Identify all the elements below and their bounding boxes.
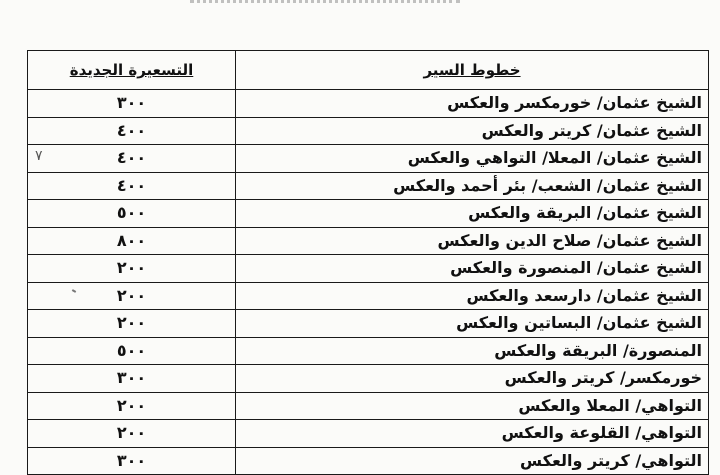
table-row (28, 90, 709, 118)
table-row (28, 337, 709, 365)
table-row (28, 227, 709, 255)
route-cell: الشيخ عثمان/ المنصورة والعكس (236, 255, 709, 283)
route-cell: الشيخ عثمان/ الشعب/ بئر أحمد والعكس (236, 172, 709, 200)
fare-table (27, 50, 709, 475)
table-row (28, 420, 709, 448)
route-cell: التواهي/ القلوعة والعكس (236, 420, 709, 448)
route-cell: المنصورة/ البريقة والعكس (236, 337, 709, 365)
price-cell: ٤٠٠ (28, 117, 236, 145)
header-route: خطوط السير (236, 51, 709, 90)
table-header-row (28, 51, 709, 90)
price-cell: ٥٠٠ (28, 200, 236, 228)
scan-edge-text-fragment (190, 0, 460, 9)
table-row (28, 392, 709, 420)
table-row (28, 447, 709, 475)
route-cell: الشيخ عثمان/ دارسعد والعكس (236, 282, 709, 310)
margin-mark: ٧ (35, 148, 43, 164)
table-row (28, 282, 709, 310)
header-price: التسعيرة الجديدة (28, 51, 236, 90)
table-row (28, 117, 709, 145)
table-row (28, 310, 709, 338)
price-cell: ٢٠٠ (28, 282, 236, 310)
price-cell: ٣٠٠ (28, 447, 236, 475)
route-cell: الشيخ عثمان/ كريتر والعكس (236, 117, 709, 145)
price-cell: ٢٠٠ (28, 310, 236, 338)
price-cell: ٢٠٠ (28, 255, 236, 283)
price-cell: ٤٠٠ (28, 145, 236, 173)
route-cell: الشيخ عثمان/ المعلا/ التواهي والعكس (236, 145, 709, 173)
table-body (28, 90, 709, 475)
price-cell: ٣٠٠ (28, 90, 236, 118)
table-row (28, 172, 709, 200)
price-cell: ٥٠٠ (28, 337, 236, 365)
route-cell: خورمكسر/ كريتر والعكس (236, 365, 709, 393)
table-row (28, 200, 709, 228)
table-row (28, 365, 709, 393)
route-cell: التواهي/ كريتر والعكس (236, 447, 709, 475)
route-cell: الشيخ عثمان/ البساتين والعكس (236, 310, 709, 338)
table-row (28, 255, 709, 283)
price-cell: ٤٠٠ (28, 172, 236, 200)
table-row (28, 145, 709, 173)
route-cell: الشيخ عثمان/ خورمكسر والعكس (236, 90, 709, 118)
price-cell: ٣٠٠ (28, 365, 236, 393)
route-cell: الشيخ عثمان/ صلاح الدين والعكس (236, 227, 709, 255)
price-cell: ٢٠٠ (28, 420, 236, 448)
price-cell: ٢٠٠ (28, 392, 236, 420)
route-cell: الشيخ عثمان/ البريقة والعكس (236, 200, 709, 228)
price-cell: ٨٠٠ (28, 227, 236, 255)
route-cell: التواهي/ المعلا والعكس (236, 392, 709, 420)
